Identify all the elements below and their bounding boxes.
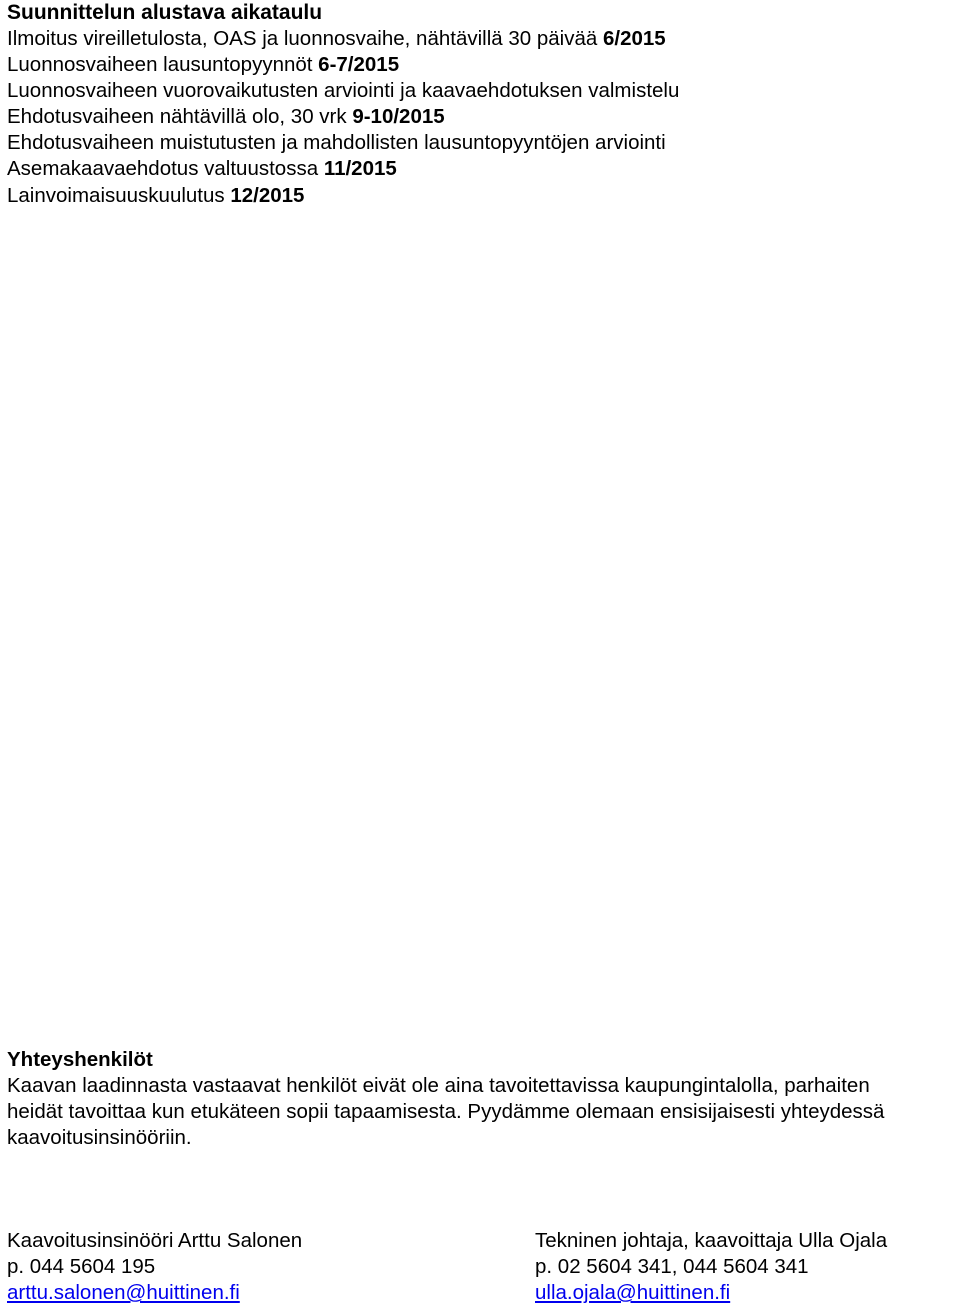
schedule-row: Ehdotusvaiheen muistutusten ja mahdollisten lausuntopyyntöjen arviointi <box>7 131 666 155</box>
contacts-section <box>7 1047 959 1151</box>
contact-email-link[interactable]: ulla.ojala@huittinen.fi <box>535 1281 731 1304</box>
schedule-heading: Suunnittelun alustava aikataulu <box>7 1 323 24</box>
schedule-row: Luonnosvaiheen vuorovaikutusten arviointi ja kaavaehdotuksen valmistelu <box>7 79 680 103</box>
contact-title: Kaavoitusinsinööri Arttu Salonen <box>7 1229 303 1252</box>
schedule-row: Ilmoitus vireilletulosta, OAS ja luonnosvaihe, nähtävillä 30 päivää 6/2015 <box>7 27 666 50</box>
contacts-paragraph: Kaavan laadinnasta vastaavat henkilöt eivät ole aina tavoitettavissa kaupungintalolla, parhaiten heidät tavoittaa kun etukäteen sopii tapaamisesta. Pyydämme olemaan ensisijaisesti yhteydessä kaavoitusinsinööriin. <box>7 1074 885 1149</box>
contact-phone: p. 02 5604 341, 044 5604 341 <box>535 1255 809 1278</box>
schedule-row: Luonnosvaiheen lausuntopyynnöt 6-7/2015 <box>7 53 400 77</box>
schedule-section <box>7 0 679 209</box>
contact-title: Tekninen johtaja, kaavoittaja Ulla Ojala <box>535 1229 888 1252</box>
contact-phone: p. 044 5604 195 <box>7 1255 156 1278</box>
contacts-heading: Yhteyshenkilöt <box>7 1048 153 1071</box>
contact-card-ulla-ojala <box>535 1228 887 1306</box>
contact-card-arttu-salonen <box>7 1228 302 1306</box>
contact-email-link[interactable]: arttu.salonen@huittinen.fi <box>7 1281 240 1304</box>
schedule-row: Asemakaavaehdotus valtuustossa 11/2015 <box>7 157 397 181</box>
schedule-row: Lainvoimaisuuskuulutus 12/2015 <box>7 183 305 207</box>
schedule-row: Ehdotusvaiheen nähtävillä olo, 30 vrk 9-10/2015 <box>7 105 445 129</box>
